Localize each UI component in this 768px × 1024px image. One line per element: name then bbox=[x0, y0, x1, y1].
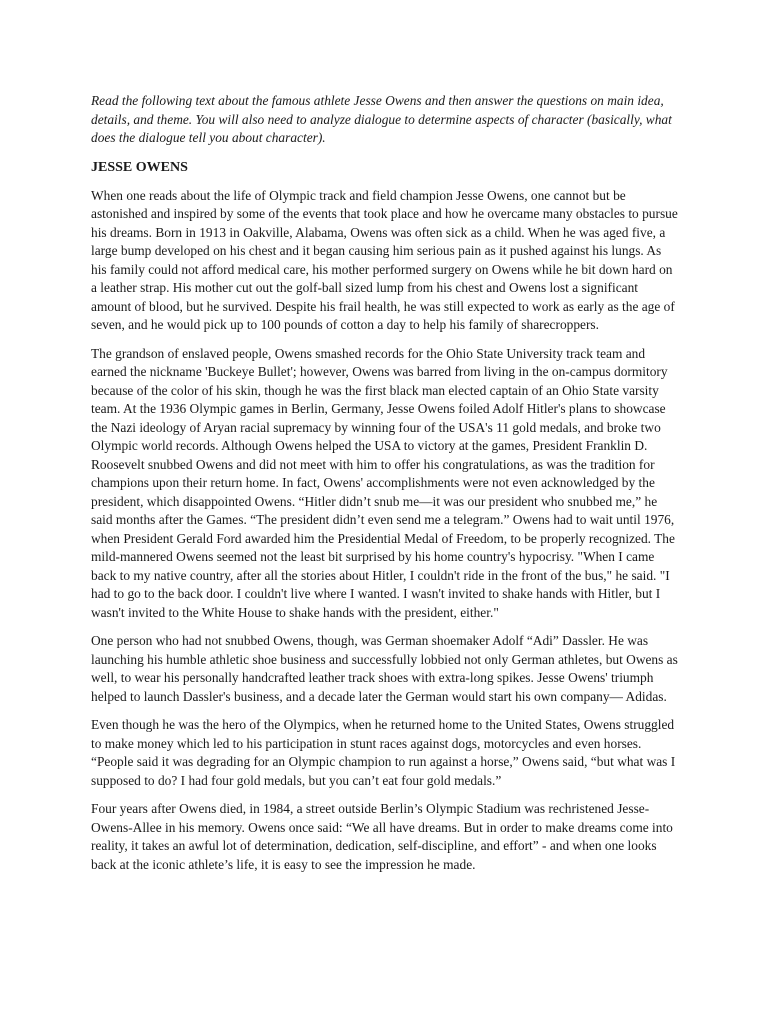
paragraph-2: The grandson of enslaved people, Owens smashed records for the Ohio State University track team and earned the nickname 'Buckeye Bullet'; however, Owens was barred from living in the on-campus dormitory because of the color of his skin, though he was the first black man elected captain of an Ohio State varsity team. At the 1936 Olympic games in Berlin, Germany, Jesse Owens foiled Adolf Hitler's plans to showcase the Nazi ideology of Aryan racial supremacy by winning four of the USA's 11 gold medals, and broke two Olympic world records. Although Owens helped the USA to victory at the games, President Franklin D. Roosevelt snubbed Owens and did not meet with him to offer his congratulations, as was the tradition for champions upon their return home. In fact, Owens' accomplishments were not even acknowledged by the president, which disappointed Owens. “Hitler didn’t snub me—it was our president who snubbed me,” he said months after the Games. “The president didn’t even send me a telegram.” Owens had to wait until 1976, when President Gerald Ford awarded him the Presidential Medal of Freedom, to be properly recognized. The mild-mannered Owens seemed not the least bit surprised by his home country's hypocrisy. "When I came back to my native country, after all the stories about Hitler, I couldn't ride in the front of the bus," he said. "I had to go to the back door. I couldn't live where I wanted. I wasn't invited to shake hands with Hitler, but I wasn't invited to the White House to shake hands with the president, either." bbox=[91, 345, 675, 620]
paragraph-4: Even though he was the hero of the Olympics, when he returned home to the United States, Owens struggled to make money which led to his participation in stunt races against dogs, motorcycles and even horses. “People said it was degrading for an Olympic champion to run against a horse,” Owens said, “but what was I supposed to do? I had four gold medals, but you can’t eat four gold medals.” bbox=[91, 717, 676, 788]
paragraph-3: One person who had not snubbed Owens, though, was German shoemaker Adolf “Adi” Dassler. He was launching his humble athletic shoe business and successfully lobbied not only German athletes, but Owens as well, to wear his personally handcrafted leather track shoes with extra-long spikes. Jesse Owens' triumph helped to launch Dassler's business, and a decade later the German would start his own company— Adidas. bbox=[91, 633, 678, 704]
document-title: JESSE OWENS bbox=[91, 159, 188, 175]
instructions-text: Read the following text about the famous athlete Jesse Owens and then answer the questions on main idea, details, and theme. You will also need to analyze dialogue to determine aspects of character (basically, what does the dialogue tell you about character). bbox=[91, 93, 672, 146]
paragraph-1: When one reads about the life of Olympic track and field champion Jesse Owens, one cannot but be astonished and inspired by some of the events that took place and how he overcame many obstacles to pursue his dreams. Born in 1913 in Oakville, Alabama, Owens was often sick as a child. When he was aged five, a large bump developed on his chest and it began causing him serious pain as it pushed against his lungs. As his family could not afford medical care, his mother performed surgery on Owens while he bit down hard on a leather strap. His mother cut out the golf-ball sized lump from his chest and Owens lost a significant amount of blood, but he survived. Despite his frail health, he was still expected to work as early as the age of seven, and he would pick up to 100 pounds of cotton a day to help his family of sharecroppers. bbox=[91, 187, 678, 333]
paragraph-5: Four years after Owens died, in 1984, a street outside Berlin’s Olympic Stadium was rechristened Jesse-Owens-Allee in his memory. Owens once said: “We all have dreams. But in order to make dreams come into reality, it takes an awful lot of determination, dedication, self-discipline, and effort” - and when one looks back at the iconic athlete’s life, it is easy to see the impression he made. bbox=[91, 801, 673, 872]
